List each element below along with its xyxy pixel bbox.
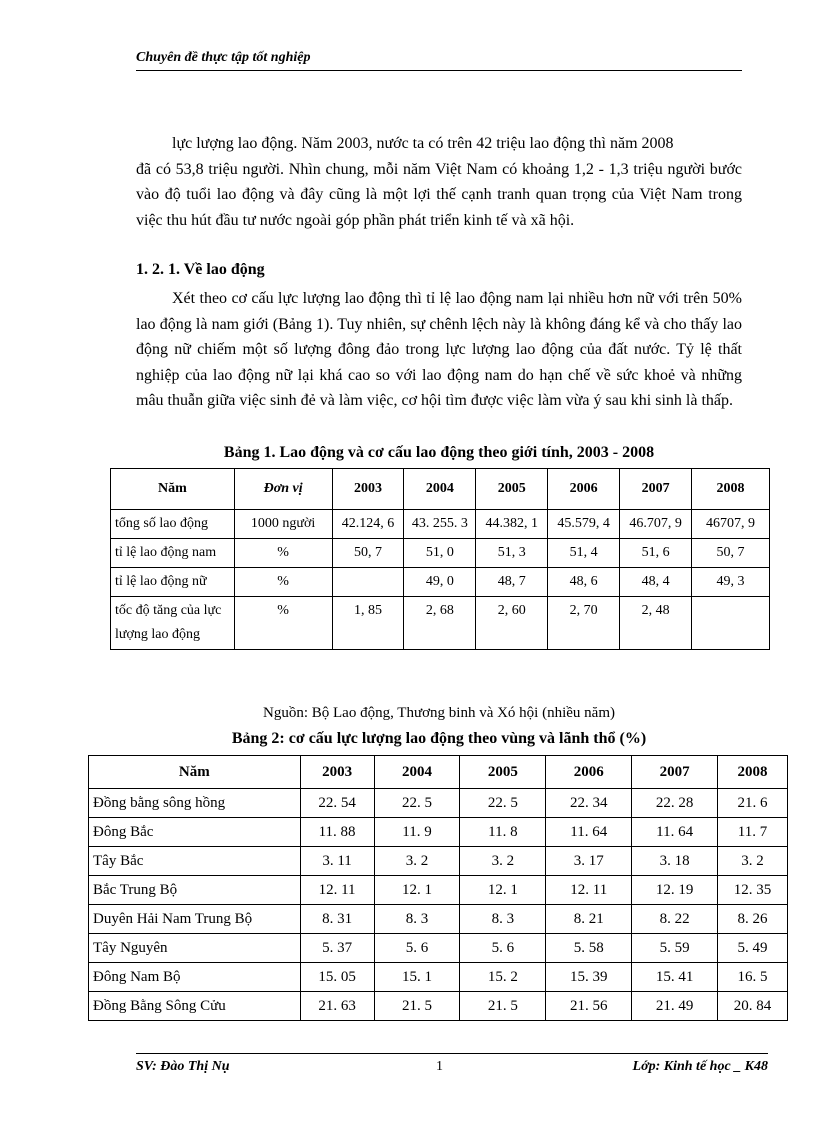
table-cell: 11. 64 <box>632 818 718 847</box>
table-cell: 51, 0 <box>404 539 476 568</box>
table-cell: 3. 11 <box>300 847 374 876</box>
table-cell: 48, 6 <box>548 568 620 597</box>
table-cell: 12. 11 <box>546 876 632 905</box>
table-cell: 16. 5 <box>718 963 788 992</box>
table-cell: 22. 34 <box>546 789 632 818</box>
table-row <box>89 905 788 934</box>
table-cell: Đồng bằng sông hồng <box>89 789 301 818</box>
table-row <box>89 963 788 992</box>
table-header-cell: 2005 <box>476 469 548 510</box>
header-title: Chuyên đề thực tập tốt nghiệp <box>136 50 311 65</box>
footer-student: SV: Đào Thị Nụ <box>136 1059 230 1074</box>
table-cell: 20. 84 <box>718 992 788 1021</box>
table-cell <box>692 597 770 650</box>
page-number: 1 <box>436 1059 443 1074</box>
table-cell: 5. 59 <box>632 934 718 963</box>
footer-class: Lớp: Kinh tế học _ K48 <box>632 1059 768 1074</box>
paragraph-intro-line1: lực lượng lao động. Năm 2003, nước ta có trên 42 triệu lao động thì năm 2008 <box>172 135 674 152</box>
table-cell: 42.124, 6 <box>332 510 404 539</box>
table-header-cell: 2005 <box>460 756 546 789</box>
table-row <box>89 818 788 847</box>
table-cell: 2, 48 <box>620 597 692 650</box>
table-cell: 3. 2 <box>718 847 788 876</box>
table-header-cell: 2004 <box>374 756 460 789</box>
table-cell: 22. 5 <box>374 789 460 818</box>
table-row <box>111 539 770 568</box>
table-cell: 49, 0 <box>404 568 476 597</box>
table-cell: 51, 6 <box>620 539 692 568</box>
table-cell: 49, 3 <box>692 568 770 597</box>
table-cell: 15. 39 <box>546 963 632 992</box>
table-cell: 43. 255. 3 <box>404 510 476 539</box>
table-header-row <box>111 469 770 510</box>
table-cell: Đông Bắc <box>89 818 301 847</box>
table-cell: 21. 63 <box>300 992 374 1021</box>
table-cell: 1000 người <box>234 510 332 539</box>
table-cell: 46.707, 9 <box>620 510 692 539</box>
table-cell: % <box>234 568 332 597</box>
table-cell: 22. 5 <box>460 789 546 818</box>
table-cell: 50, 7 <box>332 539 404 568</box>
table-cell: 8. 21 <box>546 905 632 934</box>
table-cell: 51, 3 <box>476 539 548 568</box>
table-header-cell: 2008 <box>718 756 788 789</box>
table-header-cell: 2008 <box>692 469 770 510</box>
table-cell: 5. 58 <box>546 934 632 963</box>
table-cell: 5. 37 <box>300 934 374 963</box>
table-header-cell: 2007 <box>620 469 692 510</box>
table-row <box>89 847 788 876</box>
table-cell: 5. 6 <box>460 934 546 963</box>
table-labor-region <box>88 755 788 1021</box>
table1-source: Nguồn: Bộ Lao động, Thương binh và Xó hội (nhiều năm) <box>263 705 615 721</box>
table-cell: 2, 70 <box>548 597 620 650</box>
table-cell: 48, 4 <box>620 568 692 597</box>
table-cell: 22. 54 <box>300 789 374 818</box>
table-cell: 11. 7 <box>718 818 788 847</box>
table-cell: 12. 11 <box>300 876 374 905</box>
table-cell: 11. 64 <box>546 818 632 847</box>
table-cell: 15. 41 <box>632 963 718 992</box>
table-row <box>89 992 788 1021</box>
table-cell: tỉ lệ lao động nam <box>111 539 235 568</box>
table-cell: 12. 19 <box>632 876 718 905</box>
table-cell: Duyên Hải Nam Trung Bộ <box>89 905 301 934</box>
table-row <box>111 568 770 597</box>
paragraph-labor <box>136 286 742 414</box>
table-header-cell: 2003 <box>300 756 374 789</box>
table-row <box>89 876 788 905</box>
table-cell: 3. 2 <box>374 847 460 876</box>
table-cell: % <box>234 539 332 568</box>
table-row <box>89 789 788 818</box>
table-cell: 8. 26 <box>718 905 788 934</box>
paragraph-intro-rest: đã có 53,8 triệu người. Nhìn chung, mỗi năm Việt Nam có khoảng 1,2 - 1,3 triệu người bước vào độ tuổi lao động và đây cũng là một lợi thế cạnh tranh quan trọng của Việt Nam trong việc thu hút đầu tư nước ngoài góp phần phát triển kinh tế và xã hội. <box>136 160 742 229</box>
table-header-cell: 2006 <box>546 756 632 789</box>
table-cell: 2, 68 <box>404 597 476 650</box>
table-cell: Tây Nguyên <box>89 934 301 963</box>
table-row <box>89 934 788 963</box>
table-cell: % <box>234 597 332 650</box>
table-cell: 21. 56 <box>546 992 632 1021</box>
table-cell: 21. 5 <box>460 992 546 1021</box>
table-cell: 12. 35 <box>718 876 788 905</box>
table-cell: 45.579, 4 <box>548 510 620 539</box>
table-cell: 15. 05 <box>300 963 374 992</box>
table-cell: 8. 31 <box>300 905 374 934</box>
table2-caption: Bảng 2: cơ cấu lực lượng lao động theo vùng và lãnh thổ (%) <box>231 730 647 747</box>
page-header <box>136 50 742 71</box>
table-header-cell: Năm <box>89 756 301 789</box>
table-header-cell: Đơn vị <box>234 469 332 510</box>
table-header-row <box>89 756 788 789</box>
table-cell: 51, 4 <box>548 539 620 568</box>
table-labor-gender <box>110 468 770 650</box>
table-header-cell: 2006 <box>548 469 620 510</box>
table-cell: 21. 6 <box>718 789 788 818</box>
table-cell: 15. 2 <box>460 963 546 992</box>
table-cell: Bắc Trung Bộ <box>89 876 301 905</box>
table-row <box>111 510 770 539</box>
paragraph-intro <box>136 131 742 233</box>
table-header-cell: 2003 <box>332 469 404 510</box>
table-cell: 3. 17 <box>546 847 632 876</box>
table-cell: tốc độ tăng của lực lượng lao động <box>111 597 235 650</box>
table-cell: 8. 3 <box>374 905 460 934</box>
table-cell: 50, 7 <box>692 539 770 568</box>
table-cell: 44.382, 1 <box>476 510 548 539</box>
table-cell: 48, 7 <box>476 568 548 597</box>
section-heading: 1. 2. 1. Về lao động <box>136 261 265 278</box>
table-cell: 21. 49 <box>632 992 718 1021</box>
table-cell: 8. 22 <box>632 905 718 934</box>
table-cell <box>332 568 404 597</box>
table-header-cell: 2004 <box>404 469 476 510</box>
table-cell: 8. 3 <box>460 905 546 934</box>
table-cell: 3. 18 <box>632 847 718 876</box>
table-cell: 12. 1 <box>374 876 460 905</box>
paragraph-labor-text: Xét theo cơ cấu lực lượng lao động thì tỉ lệ lao động nam lại nhiều hơn nữ với trên 50% lao động là nam giới (Bảng 1). Tuy nhiên, sự chênh lệch này là không đáng kể và cho thấy lao động nữ chiếm một số lượng đông đảo trong lực lượng lao động của đất nước. Tỷ lệ thất nghiệp của lao động nữ lại khá cao so với lao động nam do hạn chế về sức khoẻ và những mâu thuẫn giữa việc sinh đẻ và làm việc, cơ hội tìm được việc làm vừa ý sau khi sinh là thấp. <box>136 290 742 409</box>
table-cell: 3. 2 <box>460 847 546 876</box>
table-cell: Đồng Bằng Sông Cửu <box>89 992 301 1021</box>
table-cell: 21. 5 <box>374 992 460 1021</box>
table-cell: 22. 28 <box>632 789 718 818</box>
table1-caption: Bảng 1. Lao động và cơ cấu lao động theo giới tính, 2003 - 2008 <box>223 444 655 461</box>
table-cell: tổng số lao động <box>111 510 235 539</box>
table-header-cell: 2007 <box>632 756 718 789</box>
table-cell: tỉ lệ lao động nữ <box>111 568 235 597</box>
table-cell: Tây Bắc <box>89 847 301 876</box>
table-cell: 46707, 9 <box>692 510 770 539</box>
table-cell: 2, 60 <box>476 597 548 650</box>
table-cell: 11. 88 <box>300 818 374 847</box>
table-cell: 15. 1 <box>374 963 460 992</box>
table-cell: 11. 9 <box>374 818 460 847</box>
table-cell: 12. 1 <box>460 876 546 905</box>
table-cell: 5. 49 <box>718 934 788 963</box>
table-cell: Đông Nam Bộ <box>89 963 301 992</box>
table-cell: 5. 6 <box>374 934 460 963</box>
table-row <box>111 597 770 650</box>
table-cell: 1, 85 <box>332 597 404 650</box>
table-header-cell: Năm <box>111 469 235 510</box>
page-footer <box>136 1053 768 1079</box>
table-cell: 11. 8 <box>460 818 546 847</box>
